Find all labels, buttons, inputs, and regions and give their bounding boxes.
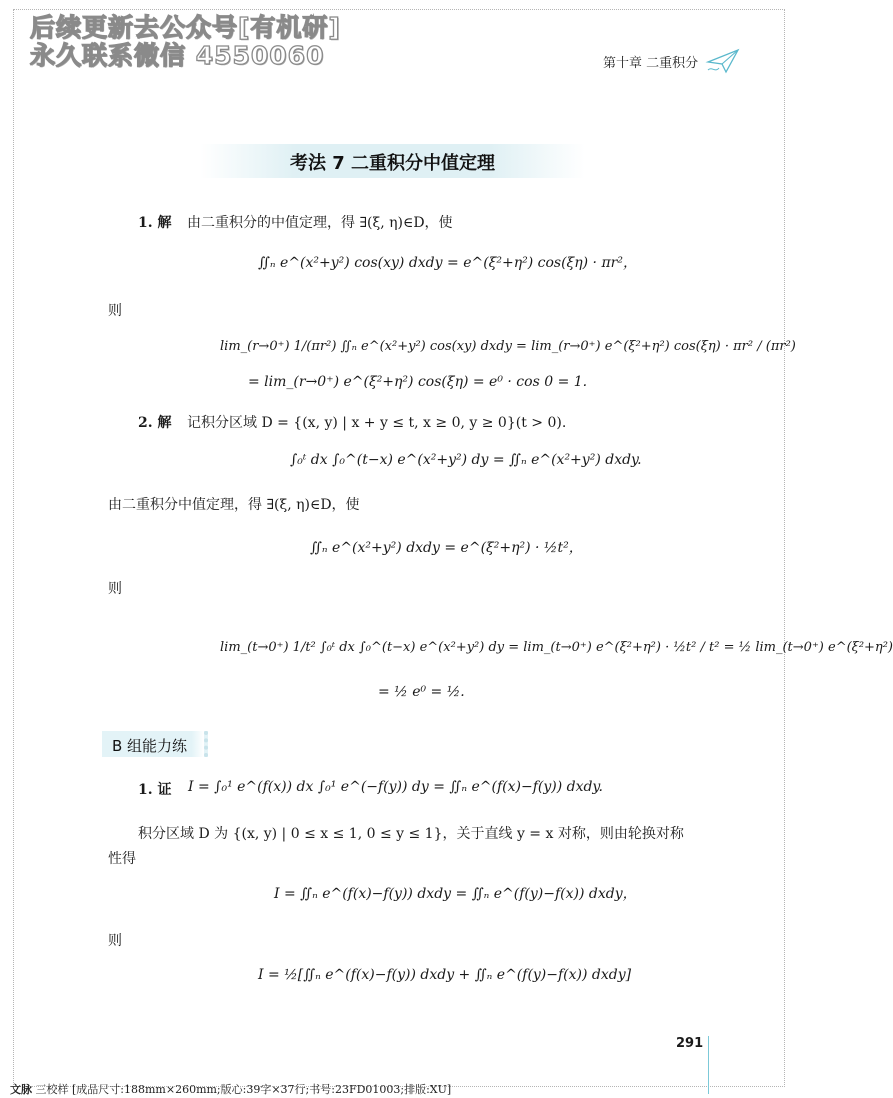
- equation-p1-3: = lim_(r→0⁺) e^(ξ²+η²) cos(ξη) = e⁰ · cos 0 = 1.: [248, 374, 588, 390]
- group-b-label: B 组能力练: [102, 731, 208, 757]
- group-b-problem-1-label: 1. 证: [138, 782, 172, 798]
- problem-2-intro: 记积分区域 D = {(x, y) | x + y ≤ t, x ≥ 0, y ≥ 0}(t > 0).: [187, 415, 567, 431]
- problem-1-then: 则: [108, 303, 122, 319]
- problem-1-label: 1. 解: [138, 215, 172, 231]
- section-title: 考法 7 二重积分中值定理: [289, 153, 496, 174]
- footer-brand: 文脉: [10, 1083, 32, 1096]
- problem-1-intro: 由二重积分的中值定理，得 ∃(ξ, η)∈D，使: [187, 215, 453, 231]
- equation-p2-4: = ½ e⁰ = ½.: [378, 684, 465, 700]
- paper-plane-icon: [706, 48, 740, 74]
- problem-2-mvt: 由二重积分中值定理，得 ∃(ξ, η)∈D，使: [108, 497, 360, 513]
- group-b-then: 则: [108, 933, 122, 949]
- equation-b1-3: I = ½[∬ₙ e^(f(x)−f(y)) dxdy + ∬ₙ e^(f(y)−f(x)) dxdy]: [258, 967, 632, 983]
- equation-p2-3: lim_(t→0⁺) 1/t² ∫₀ᵗ dx ∫₀^(t−x) e^(x²+y²) dy = lim_(t→0⁺) e^(ξ²+η²) · ½t² / t² = ½ lim_(t→0⁺) e^(ξ²+η²): [220, 640, 893, 655]
- print-footer: [10, 1081, 451, 1097]
- running-header: 第十章 二重积分: [603, 56, 699, 71]
- equation-p1-1: ∬ₙ e^(x²+y²) cos(xy) dxdy = e^(ξ²+η²) cos(ξη) · πr²，: [258, 255, 637, 271]
- group-b-text-2: 性得: [108, 851, 136, 867]
- problem-2-then: 则: [108, 581, 122, 597]
- equation-b1-1: I = ∫₀¹ e^(f(x)) dx ∫₀¹ e^(−f(y)) dy = ∬ₙ e^(f(x)−f(y)) dxdy.: [188, 779, 603, 795]
- equation-p2-1: ∫₀ᵗ dx ∫₀^(t−x) e^(x²+y²) dy = ∬ₙ e^(x²+y²) dxdy.: [290, 452, 642, 468]
- footer-text: 三校样 [成品尺寸:188mm×260mm;版心:39字×37行;书号:23FD01003;排版:XU]: [35, 1083, 452, 1096]
- equation-p2-2: ∬ₙ e^(x²+y²) dxdy = e^(ξ²+η²) · ½t²，: [310, 540, 583, 556]
- watermark-line-1: 后续更新去公众号[有机研]: [30, 13, 341, 42]
- margin-rule: [708, 1036, 709, 1094]
- problem-2-label: 2. 解: [138, 415, 172, 431]
- equation-b1-2: I = ∬ₙ e^(f(x)−f(y)) dxdy = ∬ₙ e^(f(y)−f(x)) dxdy，: [274, 886, 637, 902]
- equation-p1-2: lim_(r→0⁺) 1/(πr²) ∬ₙ e^(x²+y²) cos(xy) dxdy = lim_(r→0⁺) e^(ξ²+η²) cos(ξη) · πr² / (πr²): [220, 339, 796, 354]
- group-b-text-1: 积分区域 D 为 {(x, y) | 0 ≤ x ≤ 1, 0 ≤ y ≤ 1}，关于直线 y = x 对称，则由轮换对称: [138, 826, 684, 842]
- page-number: 291: [676, 1036, 704, 1051]
- watermark-line-2: 永久联系微信 4550060: [30, 41, 325, 70]
